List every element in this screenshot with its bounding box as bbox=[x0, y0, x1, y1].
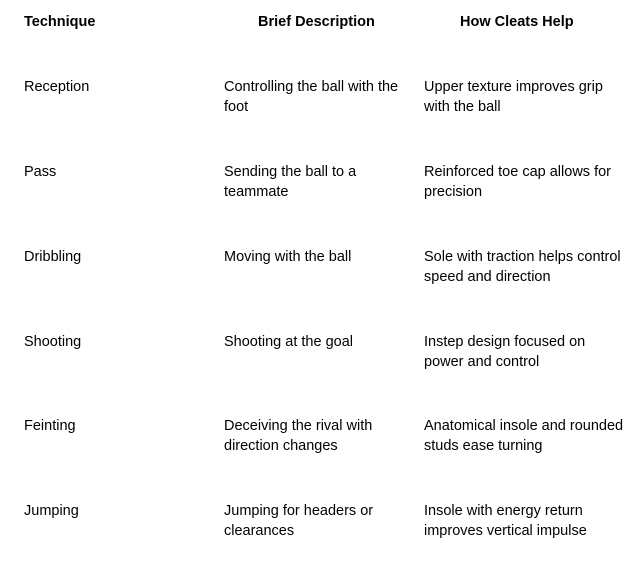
description-cell: Jumping for headers or clearances bbox=[224, 503, 374, 539]
description-cell: Sending the ball to a teammate bbox=[224, 164, 357, 200]
technique-cell: Jumping bbox=[24, 503, 79, 519]
technique-cell: Dribbling bbox=[24, 249, 82, 265]
technique-cell: Shooting bbox=[24, 334, 82, 350]
help-cell: Reinforced toe cap allows for precision bbox=[424, 164, 611, 200]
help-cell: Anatomical insole and rounded studs ease turning bbox=[424, 418, 624, 454]
help-cell: Insole with energy return improves vertical impulse bbox=[424, 503, 587, 539]
table-header-row bbox=[0, 14, 632, 36]
help-cell: Instep design focused on power and control bbox=[424, 334, 586, 370]
header-description: Brief Description bbox=[258, 14, 375, 30]
technique-cell: Feinting bbox=[24, 418, 76, 434]
header-technique: Technique bbox=[24, 14, 96, 30]
help-cell: Sole with traction helps control speed and direction bbox=[424, 249, 621, 285]
description-cell: Deceiving the rival with direction changes bbox=[224, 418, 373, 454]
description-cell: Controlling the ball with the foot bbox=[224, 79, 399, 115]
technique-cell: Reception bbox=[24, 79, 90, 95]
help-cell: Upper texture improves grip with the ball bbox=[424, 79, 603, 115]
header-how-cleats-help: How Cleats Help bbox=[460, 14, 574, 30]
technique-cell: Pass bbox=[24, 164, 57, 180]
description-cell: Shooting at the goal bbox=[224, 334, 353, 350]
description-cell: Moving with the ball bbox=[224, 249, 352, 265]
